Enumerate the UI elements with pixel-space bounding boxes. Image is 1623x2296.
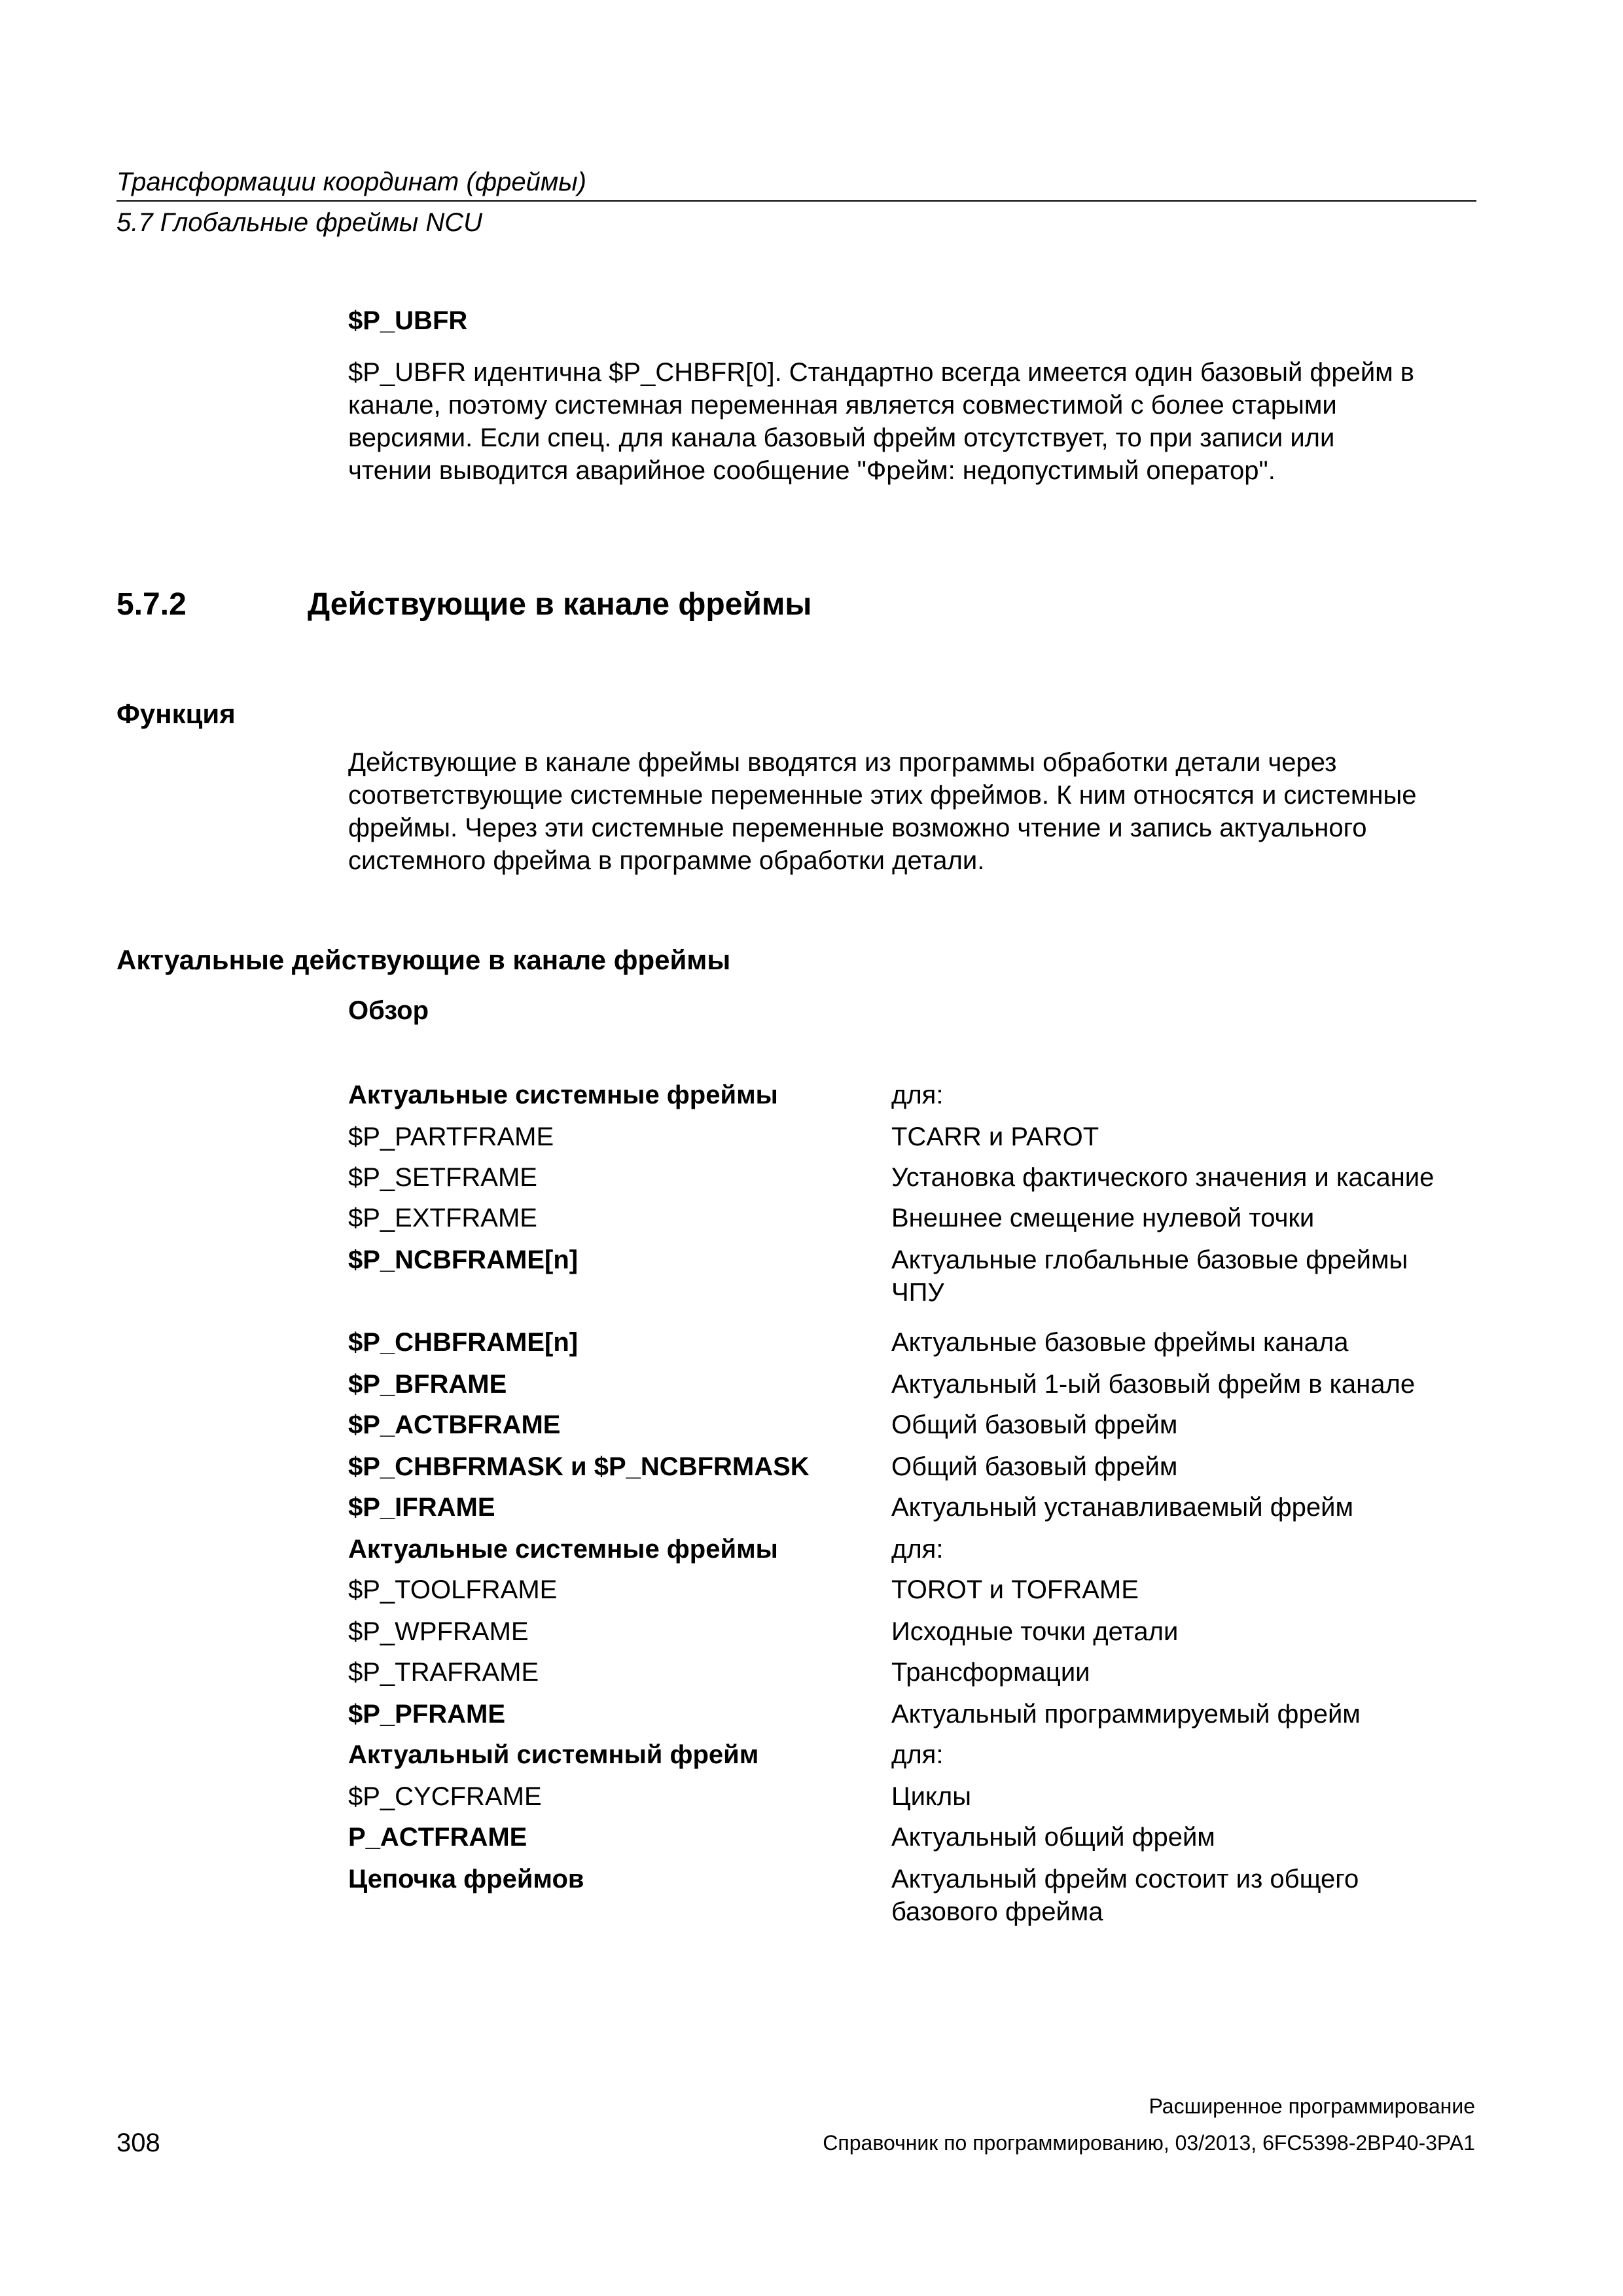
table-cell-desc-line: базового фрейма (891, 1897, 1103, 1926)
table-cell-name: $P_WPFRAME (348, 1617, 529, 1646)
table-row (348, 1079, 1480, 1111)
table-cell-name: $P_CHBFRMASK и $P_NCBFRMASK (348, 1452, 810, 1481)
paragraph-line: $P_UBFR идентична $P_CHBFR[0]. Стандартно всегда имеется один базовый фрейм в (348, 358, 1415, 387)
table-row (348, 1780, 1480, 1813)
function-paragraph (348, 746, 1480, 877)
footer-manual-info: Справочник по программированию, 03/2013, 6FC5398-2BP40-3PA1 (823, 2131, 1475, 2155)
table-row (348, 1533, 1480, 1566)
table-cell-name: $P_ACTBFRAME (348, 1410, 561, 1439)
section-title: Действующие в канале фреймы (308, 587, 812, 622)
table-cell-desc: Исходные точки детали (891, 1617, 1179, 1646)
footer-book-title: Расширенное программирование (1149, 2094, 1475, 2118)
paragraph-line: версиями. Если спец. для канала базовый фрейм отсутствует, то при записи или (348, 423, 1335, 452)
table-row (348, 1368, 1480, 1401)
table-cell-name: Актуальный системный фрейм (348, 1740, 759, 1769)
paragraph-line: канале, поэтому системная переменная является совместимой с более старыми (348, 391, 1337, 420)
table-cell-desc: для: (891, 1535, 944, 1564)
table-cell-desc: Трансформации (891, 1658, 1090, 1687)
table-row (348, 1863, 1480, 1928)
table-cell-desc (891, 1863, 1480, 1928)
table-row (348, 1573, 1480, 1606)
paragraph-line: системного фрейма в программе обработки детали. (348, 846, 985, 875)
table-cell-desc: Актуальный 1-ый базовый фрейм в канале (891, 1370, 1416, 1399)
table-row (348, 1656, 1480, 1689)
table-row (348, 1615, 1480, 1648)
paragraph-line: соответствующие системные переменные этих фреймов. К ним относятся и системные (348, 781, 1417, 810)
table-cell-name: $P_EXTFRAME (348, 1204, 537, 1232)
table-cell-name: $P_TOOLFRAME (348, 1575, 558, 1604)
running-header-chapter: Трансформации координат (фреймы) (116, 168, 586, 196)
table-cell-name: Актуальные системные фреймы (348, 1081, 778, 1109)
table-cell-desc: Общий базовый фрейм (891, 1410, 1178, 1439)
page-number: 308 (116, 2128, 160, 2157)
header-rule (116, 200, 1476, 202)
table-cell-name: $P_BFRAME (348, 1370, 507, 1399)
table-cell-name: Цепочка фреймов (348, 1865, 584, 1893)
table-cell-name: $P_CYCFRAME (348, 1782, 542, 1811)
table-cell-name: $P_NCBFRAME[n] (348, 1246, 579, 1274)
paragraph-line: фреймы. Через эти системные переменные возможно чтение и запись актуального (348, 814, 1367, 842)
table-cell-desc: Циклы (891, 1782, 971, 1811)
table-row (348, 1491, 1480, 1524)
table-cell-desc: Актуальный устанавливаемый фрейм (891, 1493, 1353, 1522)
table-cell-desc: для: (891, 1081, 944, 1109)
table-cell-name: $P_CHBFRAME[n] (348, 1328, 579, 1357)
paragraph-line: чтении выводится аварийное сообщение "Фрейм: недопустимый оператор". (348, 456, 1275, 485)
table-row (348, 1408, 1480, 1441)
table-cell-desc: Актуальный общий фрейм (891, 1823, 1215, 1852)
table-cell-desc: Актуальные базовые фреймы канала (891, 1328, 1349, 1357)
table-cell-name: $P_PARTFRAME (348, 1122, 554, 1151)
table-cell-desc-line: ЧПУ (891, 1278, 944, 1307)
table-row (348, 1821, 1480, 1854)
table-cell-name: P_ACTFRAME (348, 1823, 527, 1852)
table-cell-name: $P_SETFRAME (348, 1163, 537, 1192)
table-row (348, 1450, 1480, 1483)
table-cell-desc: Внешнее смещение нулевой точки (891, 1204, 1315, 1232)
table-cell-name: $P_TRAFRAME (348, 1658, 539, 1687)
table-cell-desc: Актуальный программируемый фрейм (891, 1700, 1361, 1729)
paragraph-line: Действующие в канале фреймы вводятся из программы обработки детали через (348, 748, 1337, 777)
table-row (348, 1738, 1480, 1771)
table-row (348, 1202, 1480, 1234)
table-cell-desc (891, 1244, 1480, 1309)
table-cell-desc: Установка фактического значения и касание (891, 1163, 1435, 1192)
table-cell-desc: TOROT и TOFRAME (891, 1575, 1139, 1604)
actual-frames-heading: Актуальные действующие в канале фреймы (116, 944, 731, 975)
overview-heading: Обзор (348, 996, 429, 1025)
table-cell-desc: TCARR и PAROT (891, 1122, 1099, 1151)
p-ubfr-paragraph (348, 356, 1480, 487)
table-cell-name: $P_IFRAME (348, 1493, 495, 1522)
table-cell-desc-line: Актуальный фрейм состоит из общего (891, 1865, 1359, 1893)
table-row (348, 1244, 1480, 1309)
table-cell-desc: Общий базовый фрейм (891, 1452, 1178, 1481)
function-heading: Функция (116, 698, 236, 729)
table-cell-desc: для: (891, 1740, 944, 1769)
table-cell-name: $P_PFRAME (348, 1700, 506, 1729)
table-row (348, 1121, 1480, 1153)
table-cell-name: Актуальные системные фреймы (348, 1535, 778, 1564)
table-row (348, 1161, 1480, 1194)
running-header-section: 5.7 Глобальные фреймы NCU (116, 208, 483, 237)
p-ubfr-title: $P_UBFR (348, 306, 468, 335)
table-row (348, 1326, 1480, 1359)
table-cell-desc-line: Актуальные глобальные базовые фреймы (891, 1246, 1408, 1274)
table-row (348, 1698, 1480, 1731)
section-number: 5.7.2 (116, 587, 187, 622)
